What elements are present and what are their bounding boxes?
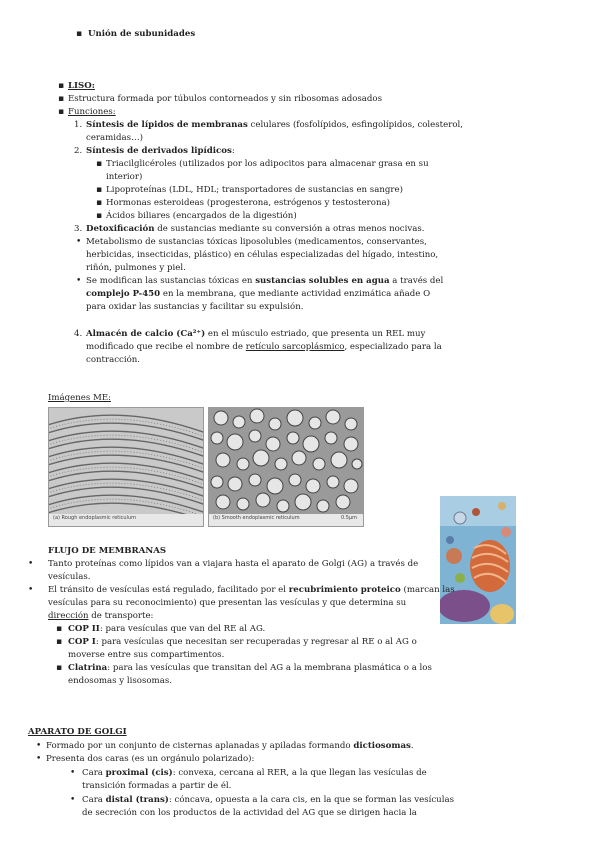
f2-item: Triacilglicéroles (utilizados por los adipocitos para almacenar grasa en su <box>106 159 429 169</box>
bullet-dot: ▪ <box>96 185 103 195</box>
bullet-dot: • <box>28 559 34 569</box>
flujo-p1-l1: Tanto proteínas como lípidos van a viajara hasta el aparato de Golgi (AG) a través de <box>48 559 419 569</box>
bullet-dot: • <box>36 741 42 751</box>
bullet-dot: • <box>76 276 82 286</box>
liso-structure: Estructura formada por túbulos contorneados y sin ribosomas adosados <box>68 94 383 104</box>
liso-heading: LISO: <box>68 81 95 91</box>
bullet-dot: • <box>70 768 76 778</box>
funcion-1-cont: ceramidas…) <box>86 133 144 143</box>
funcion-1: Síntesis de lípidos de membranas celulares (fosfolípidos, esfingolípidos, colesterol, <box>86 120 463 130</box>
sub-a-1: Metabolismo de sustancias tóxicas liposolubles (medicamentos, conservantes, <box>86 237 427 247</box>
bullet-dot: ▪ <box>58 107 65 117</box>
caption-scale: 0.5μm <box>340 514 357 521</box>
sub-a-3: riñón, pulmones y piel. <box>86 263 186 273</box>
golgi-cis-l2: transición formadas a partir de él. <box>82 781 232 791</box>
bullet-dot: ▪ <box>96 159 103 169</box>
clatrina-l2: endosomas y lisosomas. <box>68 676 172 686</box>
copi: COP I: para vesículas que necesitan ser recuperadas y regresar al RE o al AG o <box>68 637 417 647</box>
golgi-cis: Cara proximal (cis): convexa, cercana al RER, a la que llegan las vesículas de <box>82 768 427 778</box>
num-2: 2. <box>74 146 83 156</box>
funcion-4: Almacén de calcio (Ca²⁺) en el músculo estriado, que presenta un REL muy <box>86 329 426 339</box>
num-4: 4. <box>74 329 83 339</box>
num-3: 3. <box>74 224 83 234</box>
bullet-dot: ▪ <box>56 663 63 673</box>
golgi-heading: APARATO DE GOLGI <box>28 727 127 737</box>
sub-b-3: para oxidar las sustancias y facilitar su expulsión. <box>86 302 304 312</box>
bullet-dot: • <box>70 795 76 805</box>
bullet-dot: • <box>76 237 82 247</box>
flujo-p2-l1: El tránsito de vesículas está regulado, facilitado por el recubrimiento proteico (marcan las <box>48 585 455 595</box>
smooth-er-micrograph <box>208 407 364 527</box>
caption-rough-er: (a) Rough endoplasmic reticulum <box>53 514 136 521</box>
sub-b-2: complejo P-450 en la membrana, que mediante actividad enzimática añade O <box>86 289 431 299</box>
bullet-dot: ▪ <box>58 94 65 104</box>
golgi-b2: Presenta dos caras (es un orgánulo polarizado): <box>46 754 255 764</box>
f2-item: Lipoproteínas (LDL, HDL; transportadores de sustancias en sangre) <box>106 185 403 195</box>
f2-item: Ácidos biliares (encargados de la digestión) <box>106 211 297 221</box>
top-bullet: Unión de subunidades <box>88 29 196 39</box>
flujo-p1-l2: vesículas. <box>48 572 91 582</box>
funcion-3: Detoxificación de sustancias mediante su conversión a otras menos nocivas. <box>86 224 425 234</box>
bullet-dot: ▪ <box>96 198 103 208</box>
cell-illustration <box>440 496 516 624</box>
copii: COP II: para vesículas que van del RE al AG. <box>68 624 266 634</box>
bullet-dot: • <box>28 585 34 595</box>
bullet-dot: ▪ <box>58 81 65 91</box>
bullet-dot: ▪ <box>96 211 103 221</box>
bullet-dot: ▪ <box>56 637 63 647</box>
golgi-trans-l2: de secreción con los productos de la actividad del AG que se dirigen hacia la <box>82 808 417 818</box>
flujo-heading: FLUJO DE MEMBRANAS <box>48 546 167 556</box>
bullet-dot: ▪ <box>56 624 63 634</box>
golgi-trans: Cara distal (trans): cóncava, opuesta a la cara cis, en la que se forman las vesículas <box>82 795 454 805</box>
flujo-p2-l2: vesículas para su reconocimiento) que presentan las vesículas y que determina su <box>48 598 407 608</box>
rough-er-micrograph <box>48 407 204 527</box>
clatrina: Clatrina: para las vesículas que transitan del AG a la membrana plasmática o a los <box>68 663 432 673</box>
num-1: 1. <box>74 120 83 130</box>
flujo-p2-l3: dirección de transporte: <box>48 611 154 621</box>
golgi-b1: Formado por un conjunto de cisternas aplanadas y apiladas formando dictiosomas. <box>46 741 414 751</box>
bullet-dot: • <box>36 754 42 764</box>
f2-item-cont: interior) <box>106 172 143 182</box>
funcion-4-l3: contracción. <box>86 355 141 365</box>
bullet-dot: ▪ <box>76 29 83 39</box>
funcion-4-l2: modificado que recibe el nombre de retículo sarcoplásmico, especializado para la <box>86 342 442 352</box>
liso-funciones: Funciones: <box>68 107 116 117</box>
caption-smooth-er: (b) Smooth endoplasmic reticulum <box>213 514 300 521</box>
sub-a-2: herbicidas, insecticidas, plástico) en células especializadas del hígado, intestino, <box>86 250 439 260</box>
funcion-2: Síntesis de derivados lipídicos: <box>86 146 235 156</box>
sub-b-1: Se modifican las sustancias tóxicas en sustancias solubles en agua a través del <box>86 276 444 286</box>
images-label: Imágenes ME: <box>48 393 111 403</box>
f2-item: Hormonas esteroideas (progesterona, estrógenos y testosterona) <box>106 198 390 208</box>
copi-l2: moverse entre sus compartimentos. <box>68 650 225 660</box>
